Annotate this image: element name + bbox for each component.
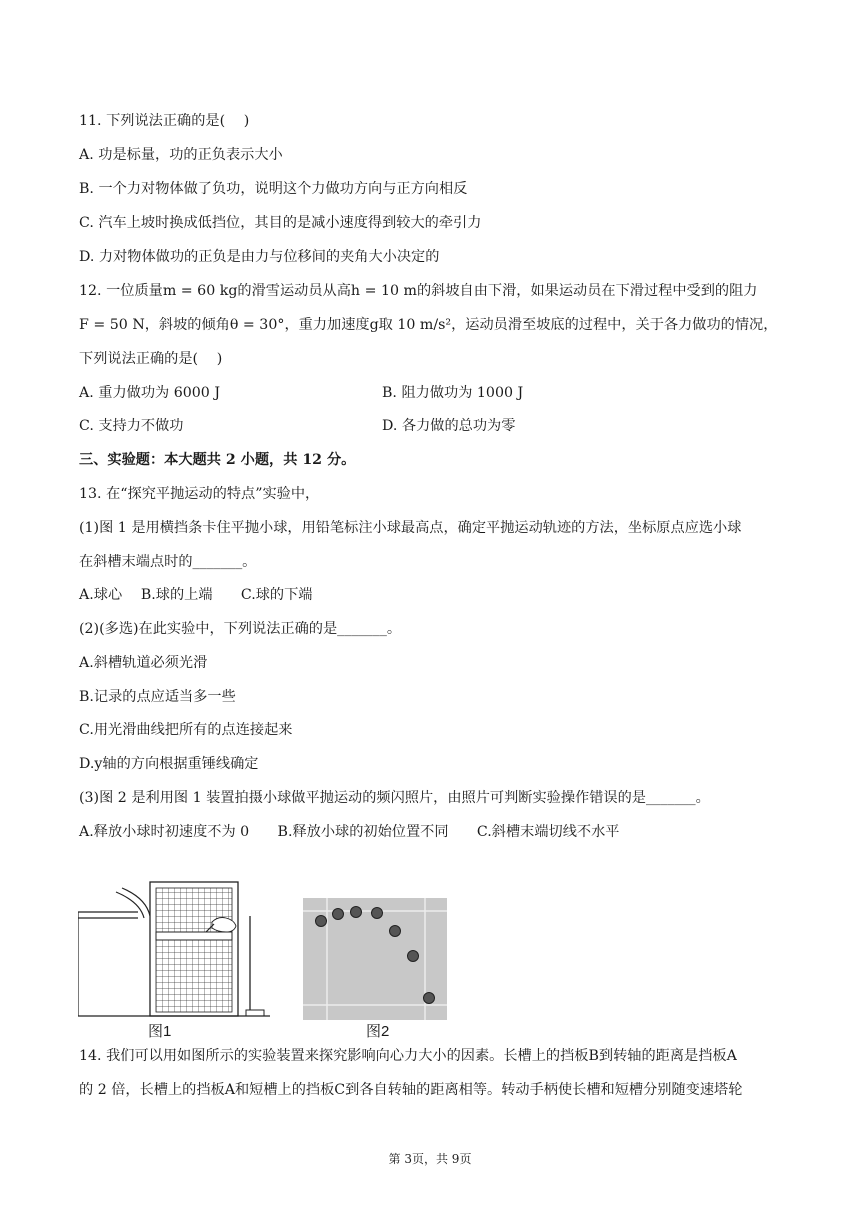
q13-part2-stem: (2)(多选)在此实验中，下列说法正确的是_______。 bbox=[79, 621, 402, 637]
q11-stem: 11. 下列说法正确的是( ) bbox=[79, 113, 250, 129]
ball-3 bbox=[351, 907, 362, 918]
q11-option-a: A. 功是标量，功的正负表示大小 bbox=[79, 147, 283, 163]
q14-stem-line2: 的 2 倍，长槽上的挡板A和短槽上的挡板C到各自转轴的距离相等。转动手柄使长槽和短槽分别随变速塔轮 bbox=[79, 1082, 743, 1098]
figure1-caption: 图1 bbox=[148, 1023, 172, 1040]
q13-stem: 13. 在“探究平抛运动的特点”实验中， bbox=[79, 486, 320, 502]
q12-option-b: B. 阻力做功为 1000 J bbox=[382, 385, 524, 401]
figure2-caption: 图2 bbox=[366, 1023, 390, 1040]
q13-part3-options: A.释放小球时初速度不为 0 B.释放小球的初始位置不同 C.斜槽末端切线不水平 bbox=[79, 824, 620, 840]
q11-option-b: B. 一个力对物体做了负功，说明这个力做功方向与正方向相反 bbox=[79, 181, 468, 197]
figure2-strobe-photo bbox=[303, 898, 447, 1020]
q12-stem-line3: 下列说法正确的是( ) bbox=[79, 351, 223, 367]
q13-part1-options: A.球心 B.球的上端 C.球的下端 bbox=[79, 587, 313, 603]
ball-4 bbox=[372, 908, 383, 919]
ball-5 bbox=[390, 926, 401, 937]
ball-6 bbox=[408, 951, 419, 962]
q12-option-c: C. 支持力不做功 bbox=[79, 418, 184, 434]
q12-option-a: A. 重力做功为 6000 J bbox=[79, 385, 221, 401]
q13-part2-option-d: D.y轴的方向根据重锤线确定 bbox=[79, 756, 259, 772]
q13-part2-option-c: C.用光滑曲线把所有的点连接起来 bbox=[79, 722, 293, 738]
q13-part3-stem: (3)图 2 是利用图 1 装置拍摄小球做平抛运动的频闪照片，由照片可判断实验操作错误的是_______。 bbox=[79, 790, 710, 806]
q13-part2-option-b: B.记录的点应适当多一些 bbox=[79, 689, 236, 705]
figure1-apparatus bbox=[78, 880, 270, 1020]
q11-option-d: D. 力对物体做功的正负是由力与位移间的夹角大小决定的 bbox=[79, 249, 440, 265]
page-footer: 第 3页，共 9页 bbox=[388, 1152, 472, 1166]
q13-part1-line2: 在斜槽末端点时的_______。 bbox=[79, 554, 257, 570]
q11-option-c: C. 汽车上坡时换成低挡位，其目的是减小速度得到较大的牵引力 bbox=[79, 215, 482, 231]
q12-option-d: D. 各力做的总功为零 bbox=[382, 418, 516, 434]
ball-2 bbox=[333, 909, 344, 920]
q12-stem-line1: 12. 一位质量m = 60 kg的滑雪运动员从高h = 10 m的斜坡自由下滑，如果运动员在下滑过程中受到的阻力 bbox=[79, 283, 758, 299]
q13-part1-line1: (1)图 1 是用横挡条卡住平抛小球，用铅笔标注小球最高点，确定平抛运动轨迹的方法，坐标原点应选小球 bbox=[79, 520, 742, 536]
ball-1 bbox=[316, 916, 327, 927]
q14-stem-line1: 14. 我们可以用如图所示的实验装置来探究影响向心力大小的因素。长槽上的挡板B到转轴的距离是挡板A bbox=[79, 1048, 737, 1064]
q13-part2-option-a: A.斜槽轨道必须光滑 bbox=[79, 655, 208, 671]
q12-stem-line2: F = 50 N，斜坡的倾角θ = 30°，重力加速度g取 10 m/s²，运动员滑至坡底的过程中，关于各力做功的情况， bbox=[79, 317, 778, 333]
ball-7 bbox=[424, 993, 435, 1004]
section-heading: 三、实验题：本大题共 2 小题，共 12 分。 bbox=[79, 452, 356, 468]
